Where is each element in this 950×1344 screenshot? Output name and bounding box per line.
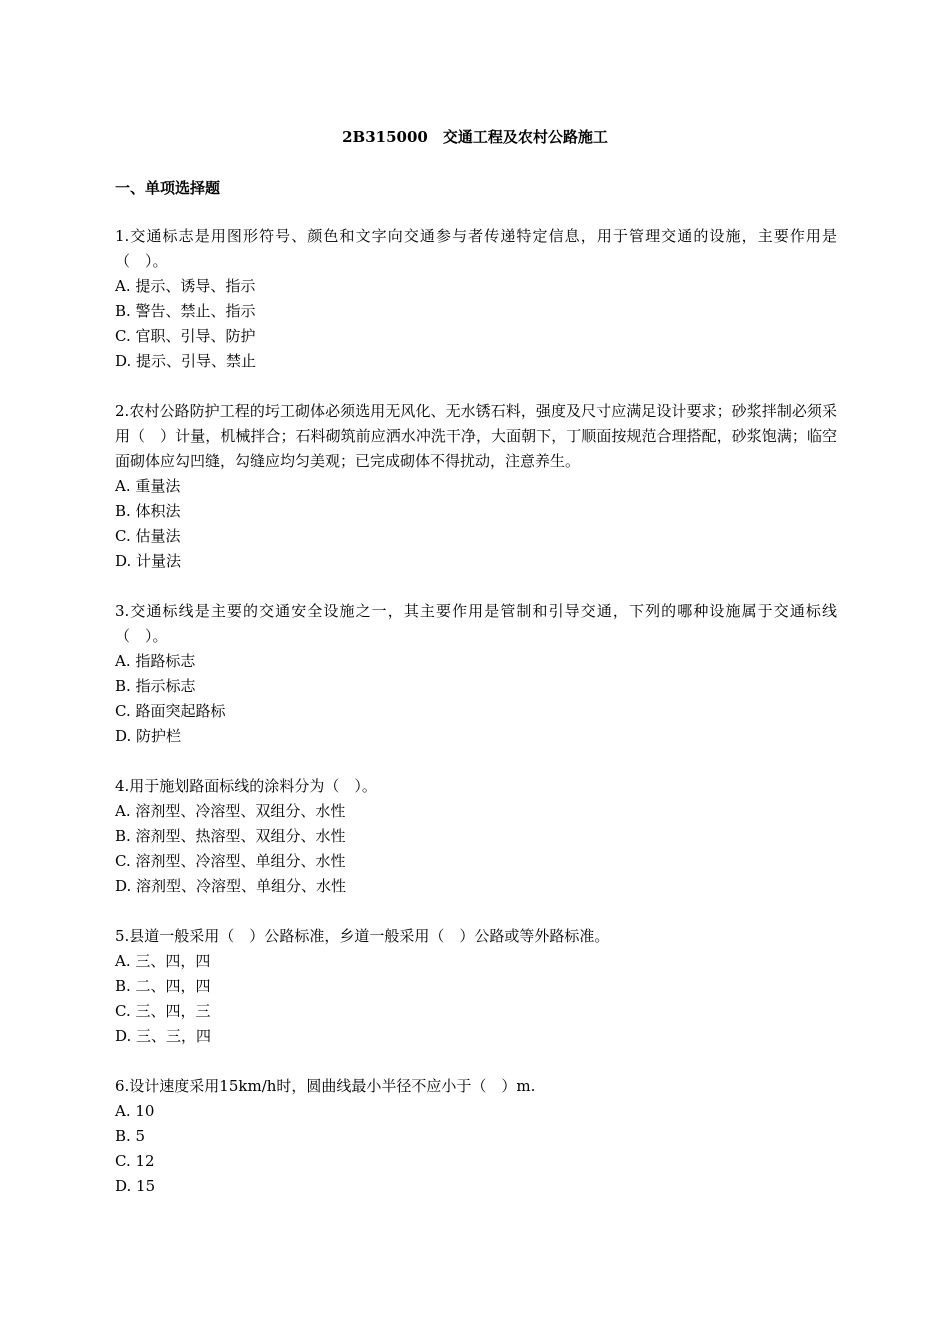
question-6 [115, 1074, 837, 1199]
option-b: B. 体积法 [115, 502, 181, 520]
option-c: C. 估量法 [115, 527, 181, 545]
section-heading: 一、单项选择题 [115, 179, 221, 197]
option-a: A. 指路标志 [115, 652, 196, 670]
option-d: D. 溶剂型、冷溶型、单组分、水性 [115, 877, 347, 895]
option-d: D. 计量法 [115, 552, 182, 570]
option-a: A. 重量法 [115, 477, 181, 495]
question-stem: 6.设计速度采用15km/h时，圆曲线最小半径不应小于（ ）m. [115, 1077, 536, 1095]
option-b: B. 指示标志 [115, 677, 196, 695]
option-c: C. 官职、引导、防护 [115, 327, 256, 345]
question-2 [115, 399, 837, 574]
question-stem: 5.县道一般采用（ ）公路标准，乡道一般采用（ ）公路或等外路标准。 [115, 927, 610, 945]
option-d: D. 15 [115, 1177, 156, 1195]
option-d: D. 提示、引导、禁止 [115, 352, 257, 370]
option-c: C. 路面突起路标 [115, 702, 226, 720]
question-list [115, 224, 837, 1224]
option-b: B. 溶剂型、热溶型、双组分、水性 [115, 827, 346, 845]
question-5 [115, 924, 837, 1049]
option-c: C. 三、四，三 [115, 1002, 211, 1020]
question-4 [115, 774, 837, 899]
option-b: B. 5 [115, 1127, 146, 1145]
option-a: A. 10 [115, 1102, 155, 1120]
document-title: 2B315000 交通工程及农村公路施工 [342, 128, 608, 146]
option-c: C. 12 [115, 1152, 155, 1170]
option-a: A. 三、四，四 [115, 952, 211, 970]
option-b: B. 二、四，四 [115, 977, 211, 995]
option-d: D. 三、三，四 [115, 1027, 212, 1045]
question-stem: 3.交通标线是主要的交通安全设施之一，其主要作用是管制和引导交通，下列的哪种设施属于交通标线（ ）。 [115, 602, 837, 645]
option-b: B. 警告、禁止、指示 [115, 302, 256, 320]
question-1 [115, 224, 837, 374]
question-stem: 1.交通标志是用图形符号、颜色和文字向交通参与者传递特定信息，用于管理交通的设施，主要作用是（ ）。 [115, 227, 837, 270]
option-d: D. 防护栏 [115, 727, 182, 745]
question-3 [115, 599, 837, 749]
option-a: A. 溶剂型、冷溶型、双组分、水性 [115, 802, 346, 820]
question-stem: 2.农村公路防护工程的圬工砌体必须选用无风化、无水锈石料，强度及尺寸应满足设计要求；砂浆拌制必须采用（ ）计量，机械拌合；石料砌筑前应洒水冲洗干净，大面朝下，丁顺面按规范合理搭配，砂浆饱满；临空面砌体应勾凹缝，勾缝应均匀美观；已完成砌体不得扰动，注意养生。 [115, 402, 837, 470]
option-a: A. 提示、诱导、指示 [115, 277, 256, 295]
option-c: C. 溶剂型、冷溶型、单组分、水性 [115, 852, 346, 870]
question-stem: 4.用于施划路面标线的涂料分为（ ）。 [115, 777, 377, 795]
